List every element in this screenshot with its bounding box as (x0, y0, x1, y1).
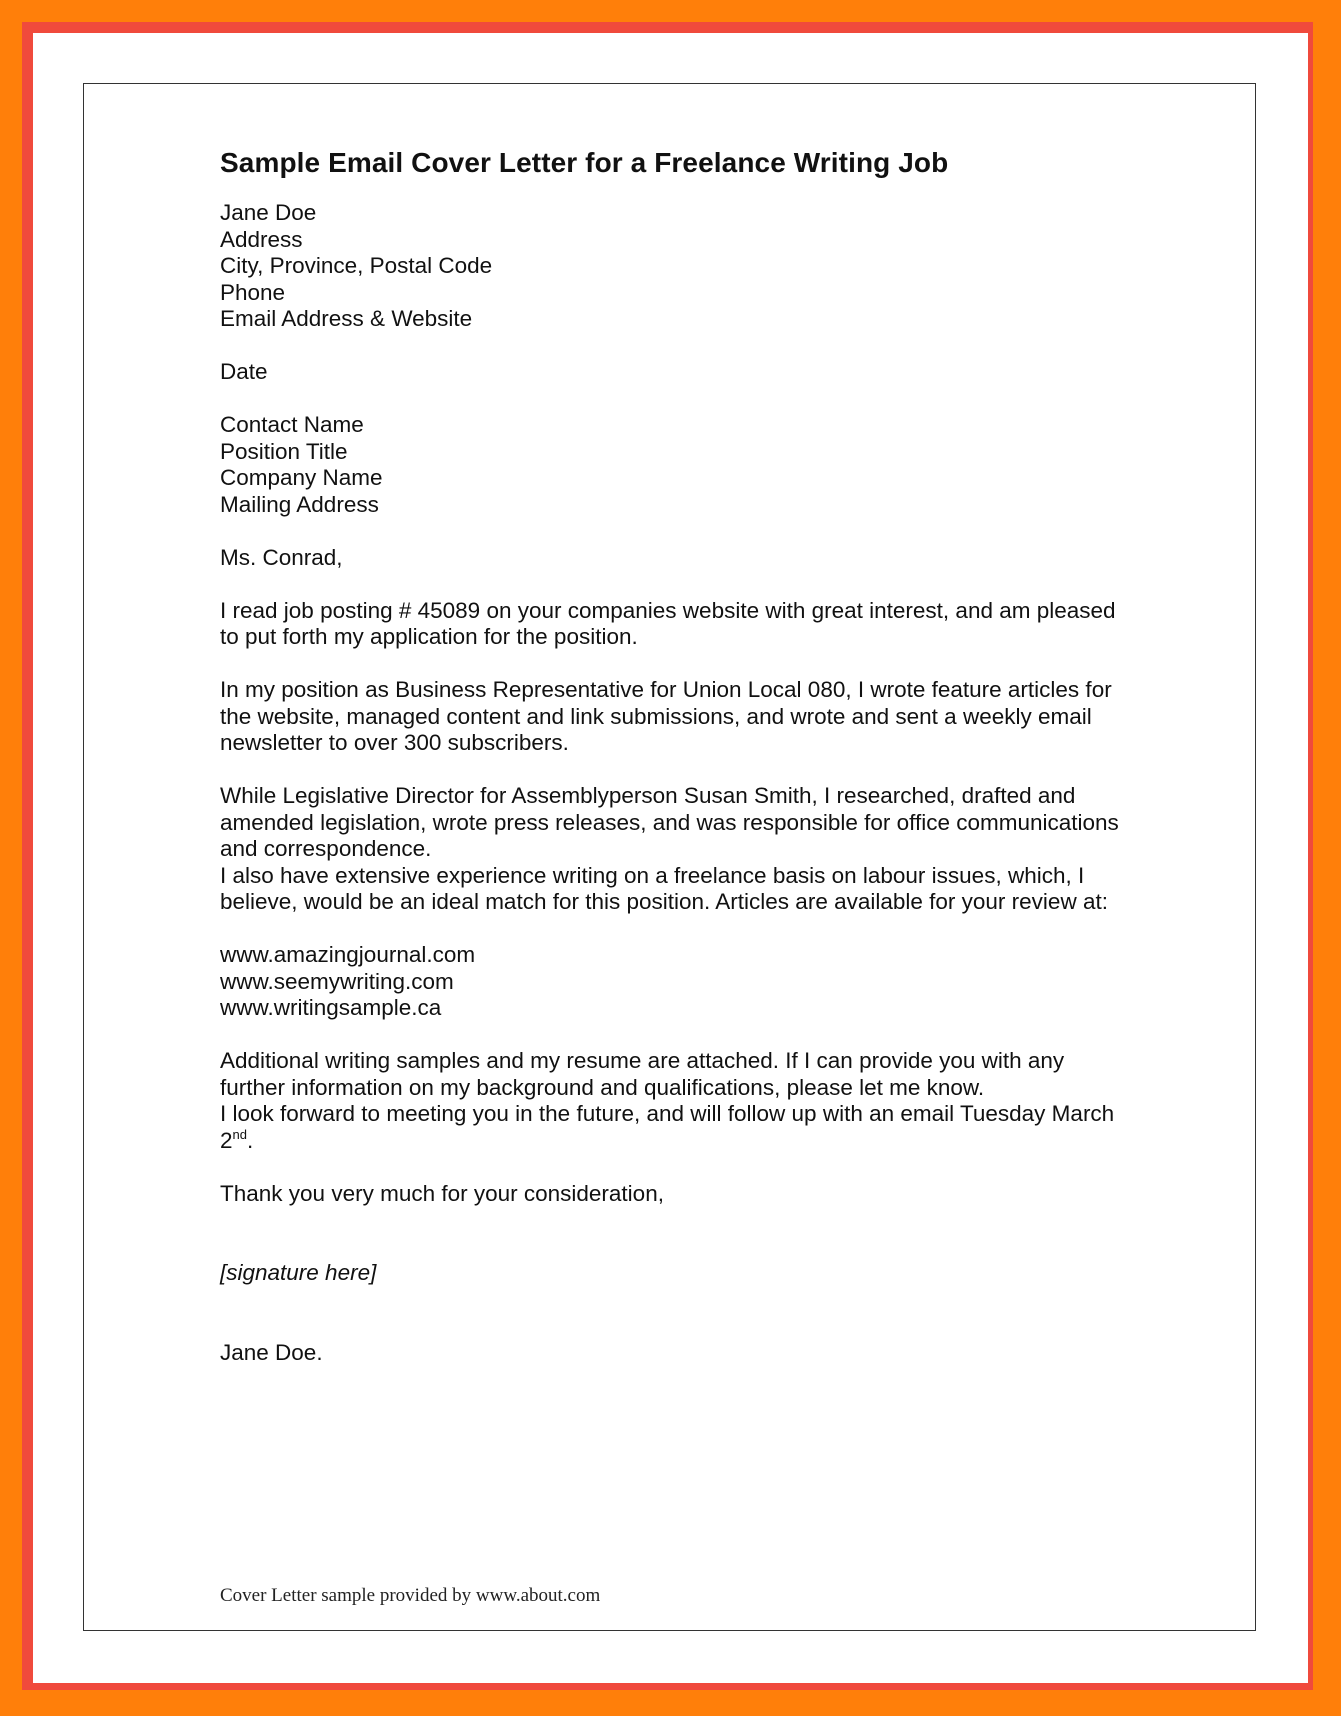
paragraph-3 (220, 783, 1200, 916)
paragraph-line: I look forward to meeting you in the future, and will follow up with an email Tuesday March (220, 1101, 1115, 1126)
paragraph-line: further information on my background and qualifications, please let me know. (220, 1074, 985, 1100)
paragraph-line-date (220, 1128, 1200, 1155)
sender-name: Jane Doe (220, 200, 317, 225)
footer-credit: Cover Letter sample provided by www.about.com (220, 1585, 601, 1606)
recipient-block (220, 412, 1200, 518)
closing-line: Thank you very much for your consideration, (220, 1180, 664, 1206)
paragraph-line: amended legislation, wrote press releases, and was responsible for office communications (220, 809, 1119, 835)
paragraph-line: and correspondence. (220, 836, 432, 861)
paragraph-line: In my position as Business Representative for Union Local 080, I wrote feature articles for (220, 677, 1112, 702)
sender-phone: Phone (220, 279, 286, 305)
recipient-position: Position Title (220, 438, 348, 464)
paragraph-line: newsletter to over 300 subscribers. (220, 730, 569, 755)
date-period: . (246, 1127, 254, 1153)
sender-address: Address (220, 226, 303, 252)
signoff-name: Jane Doe. (220, 1339, 323, 1365)
paragraph-1 (220, 598, 1200, 651)
paragraph-line: I read job posting # 45089 on your companies website with great interest, and am pleased (220, 597, 1116, 623)
paragraph-line: believe, would be an ideal match for this position. Articles are available for your review at: (220, 889, 1108, 914)
signature-placeholder: [signature here] (220, 1260, 377, 1285)
letter-title: Sample Email Cover Letter for a Freelance Writing Job (220, 147, 949, 178)
paragraph-line: the website, managed content and link submissions, and wrote and sent a weekly email (220, 703, 1092, 729)
paragraph-line: Additional writing samples and my resume are attached. If I can provide you with any (220, 1048, 1065, 1073)
recipient-contact: Contact Name (220, 412, 364, 437)
article-link: www.seemywriting.com (220, 968, 454, 994)
links-block (220, 942, 1200, 1022)
paragraph-line: I also have extensive experience writing on a freelance basis on labour issues, which, I (220, 862, 1085, 888)
letter-date: Date (220, 359, 268, 384)
article-link: www.amazingjournal.com (220, 942, 476, 967)
salutation: Ms. Conrad, (220, 544, 343, 570)
sender-city: City, Province, Postal Code (220, 253, 493, 278)
sender-email: Email Address & Website (220, 306, 473, 331)
article-link: www.writingsample.ca (220, 995, 442, 1020)
paragraph-2 (220, 677, 1200, 757)
recipient-mailing: Mailing Address (220, 491, 379, 517)
letter-body (220, 146, 1200, 1366)
paragraph-4 (220, 1048, 1200, 1154)
paragraph-line: While Legislative Director for Assemblyperson Susan Smith, I researched, drafted and (220, 783, 1076, 808)
date-suffix: nd (232, 1126, 247, 1142)
paragraph-line: to put forth my application for the position. (220, 624, 638, 649)
recipient-company: Company Name (220, 465, 383, 490)
date-number: 2 (220, 1127, 233, 1153)
sender-block (220, 200, 1200, 333)
